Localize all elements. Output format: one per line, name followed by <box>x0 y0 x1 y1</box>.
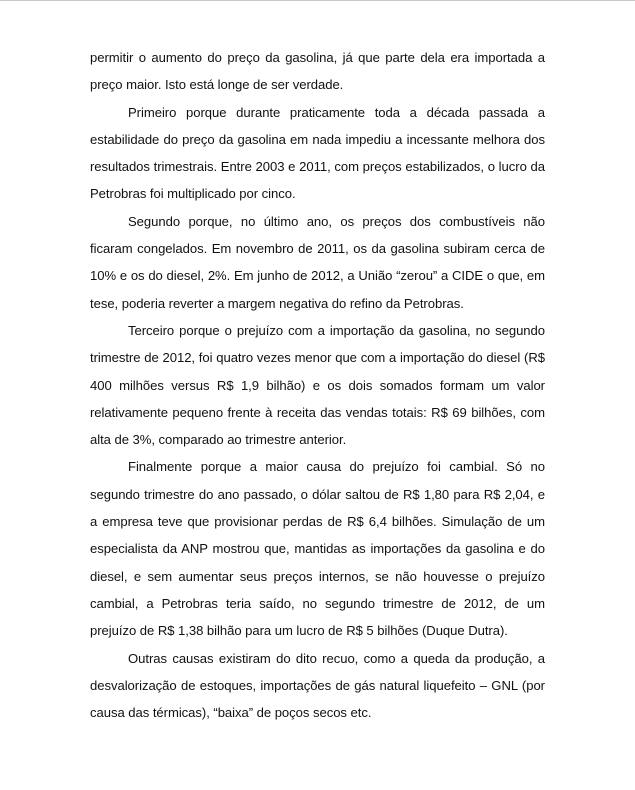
paragraph-terceiro: Terceiro porque o prejuízo com a importação da gasolina, no segundo trimestre de 2012, foi quatro vezes menor que com a importação do diesel (R$ 400 milhões versus R$ 1,9 bilhão) e os dois somados formam um valor relativamente pequeno frente à receita das vendas totais: R$ 69 bilhões, com alta de 3%, comparado ao trimestre anterior. <box>90 322 545 448</box>
paragraph-primeiro: Primeiro porque durante praticamente toda a década passada a estabilidade do preço da gasolina em nada impediu a incessante melhora dos resultados trimestrais. Entre 2003 e 2011, com preços estabilizados, o lucro da Petrobras foi multiplicado por cinco. <box>90 104 545 202</box>
paragraph-segundo: Segundo porque, no último ano, os preços dos combustíveis não ficaram congelados. Em novembro de 2011, os da gasolina subiram cerca de 10% e os do diesel, 2%. Em junho de 2012, a União “zerou” a CIDE o que, em tese, poderia reverter a margem negativa do refino da Petrobras. <box>90 213 545 311</box>
paragraph-finalmente: Finalmente porque a maior causa do prejuízo foi cambial. Só no segundo trimestre do ano passado, o dólar saltou de R$ 1,80 para R$ 2,04, e a empresa teve que provisionar perdas de R$ 6,4 bilhões. Simulação de um especialista da ANP mostrou que, mantidas as importações da gasolina e do diesel, e sem aumentar seus preços internos, se não houvesse o prejuízo cambial, a Petrobras teria saído, no segundo trimestre de 2012, de um prejuízo de R$ 1,38 bilhão para um lucro de R$ 5 bilhões (Duque Dutra). <box>90 459 545 639</box>
paragraph-outras-causas: Outras causas existiram do dito recuo, como a queda da produção, a desvalorização de estoques, importações de gás natural liquefeito – GNL (por causa das térmicas), “baixa” de poços secos etc. <box>90 650 545 721</box>
top-border-line <box>0 0 635 1</box>
paragraph-continuation: permitir o aumento do preço da gasolina, já que parte dela era importada a preço maior. Isto está longe de ser verdade. <box>90 50 545 93</box>
document-body <box>90 44 545 726</box>
